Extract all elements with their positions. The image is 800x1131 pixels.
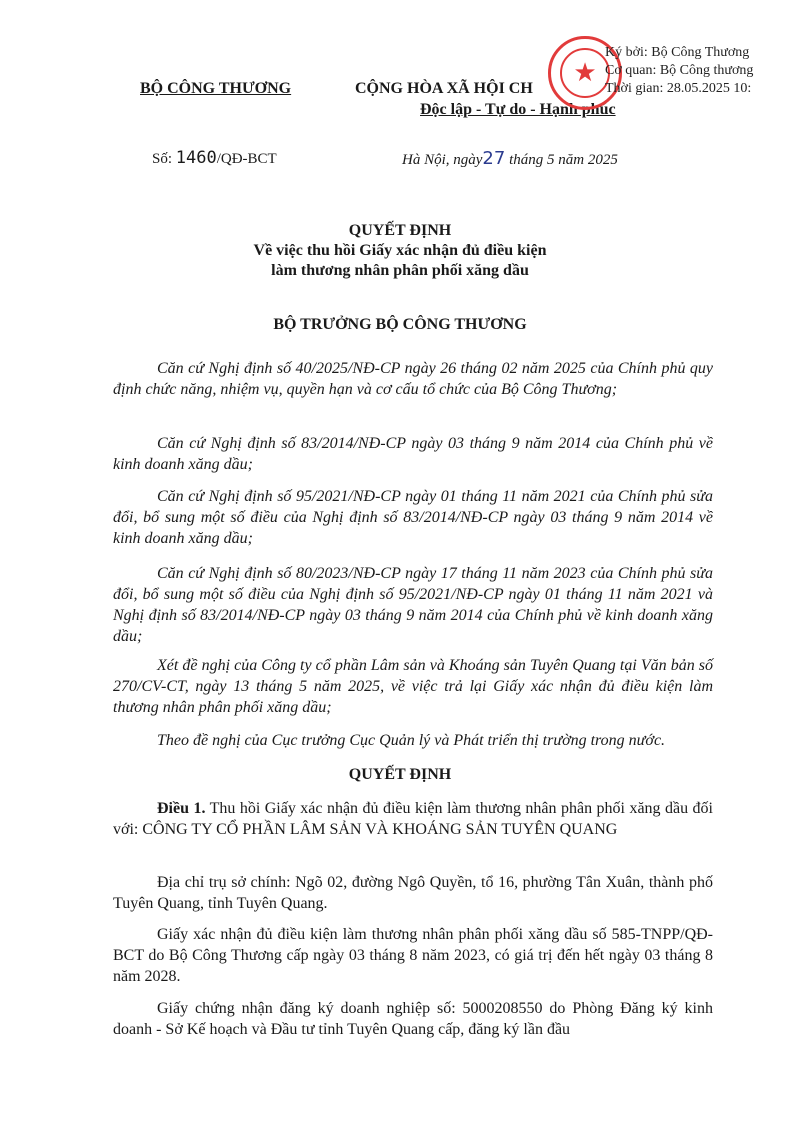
- article-1-label: Điều 1.: [157, 800, 206, 817]
- preamble-item: Theo đề nghị của Cục trưởng Cục Quản lý và Phát triển thị trường trong nước.: [157, 732, 666, 749]
- document-number: [152, 148, 277, 168]
- preamble-item: Căn cứ Nghị định số 40/2025/NĐ-CP ngày 26 tháng 02 năm 2025 của Chính phủ quy định chức năng, nhiệm vụ, quyền hạn và cơ cấu tổ chức của Bộ Công Thương;: [113, 360, 713, 398]
- signing-time: Thời gian: 28.05.2025 10:: [605, 81, 752, 96]
- ministry-name: BỘ CÔNG THƯƠNG: [140, 80, 292, 97]
- preamble-item: Xét đề nghị của Công ty cổ phần Lâm sản và Khoáng sản Tuyên Quang tại Văn bản số 270/CV-CT, ngày 13 tháng 5 năm 2025, về việc trả lại Giấy xác nhận đủ điều kiện làm thương nhân phân phối xăng dầu;: [113, 657, 713, 716]
- date-prefix: Hà Nội, ngày: [402, 152, 483, 168]
- signing-agency: Cơ quan: Bộ Công thương: [605, 63, 754, 78]
- star-icon: ★: [560, 48, 610, 98]
- republic-name: CỘNG HÒA XÃ HỘI CH: [355, 80, 533, 97]
- date-suffix: tháng 5 năm 2025: [509, 152, 618, 168]
- article-1-text: Thu hồi Giấy xác nhận đủ điều kiện làm thương nhân phân phối xăng dầu đối với: CÔNG TY CỔ PHẦN LÂM SẢN VÀ KHOÁNG SẢN TUYÊN QUANG: [113, 800, 713, 838]
- preamble-item: Căn cứ Nghị định số 83/2014/NĐ-CP ngày 03 tháng 9 năm 2014 của Chính phủ về kinh doanh xăng dầu;: [113, 435, 713, 473]
- body-paragraph: Giấy chứng nhận đăng ký doanh nghiệp số: 5000208550 do Phòng Đăng ký kinh doanh - Sở Kế hoạch và Đầu tư tỉnh Tuyên Quang cấp, đăng ký lần đầu: [113, 1000, 713, 1038]
- document-date: [402, 148, 618, 169]
- date-day: 27: [482, 148, 506, 169]
- article-1: [113, 798, 713, 840]
- document-subject-line-1: Về việc thu hồi Giấy xác nhận đủ điều kiện: [253, 242, 547, 259]
- issuing-authority: BỘ TRƯỞNG BỘ CÔNG THƯƠNG: [273, 316, 527, 333]
- document-title: QUYẾT ĐỊNH: [348, 222, 452, 239]
- signed-by: Ký bởi: Bộ Công Thương: [605, 45, 750, 60]
- body-paragraph: Giấy xác nhận đủ điều kiện làm thương nhân phân phối xăng dầu số 585-TNPP/QĐ-BCT do Bộ Công Thương cấp ngày 03 tháng 8 năm 2023, có giá trị đến hết ngày 03 tháng 8 năm 2028.: [113, 926, 713, 985]
- body-paragraph: Địa chỉ trụ sở chính: Ngõ 02, đường Ngô Quyền, tổ 16, phường Tân Xuân, thành phố Tuyên Quang, tỉnh Tuyên Quang.: [113, 874, 713, 912]
- decision-heading: QUYẾT ĐỊNH: [348, 766, 452, 783]
- national-motto: Độc lập - Tự do - Hạnh phúc: [420, 101, 616, 118]
- doc-number-suffix: /QĐ-BCT: [216, 151, 277, 167]
- document-subject-line-2: làm thương nhân phân phối xăng dầu: [271, 262, 529, 279]
- preamble-item: Căn cứ Nghị định số 95/2021/NĐ-CP ngày 01 tháng 11 năm 2021 của Chính phủ sửa đổi, bổ sung một số điều của Nghị định số 83/2014/NĐ-CP ngày 03 tháng 9 năm 2014 về kinh doanh xăng dầu;: [113, 488, 713, 547]
- doc-number-prefix: Số:: [152, 151, 173, 167]
- preamble-item: Căn cứ Nghị định số 80/2023/NĐ-CP ngày 17 tháng 11 năm 2023 của Chính phủ sửa đổi, bổ sung một số điều của Nghị định số 95/2021/NĐ-CP ngày 01 tháng 11 năm 2021 và Nghị định số 83/2014/NĐ-CP ngày 03 tháng 9 năm 2014 của Chính phủ về kinh doanh xăng dầu;: [113, 565, 713, 645]
- doc-number-value: 1460: [175, 148, 217, 168]
